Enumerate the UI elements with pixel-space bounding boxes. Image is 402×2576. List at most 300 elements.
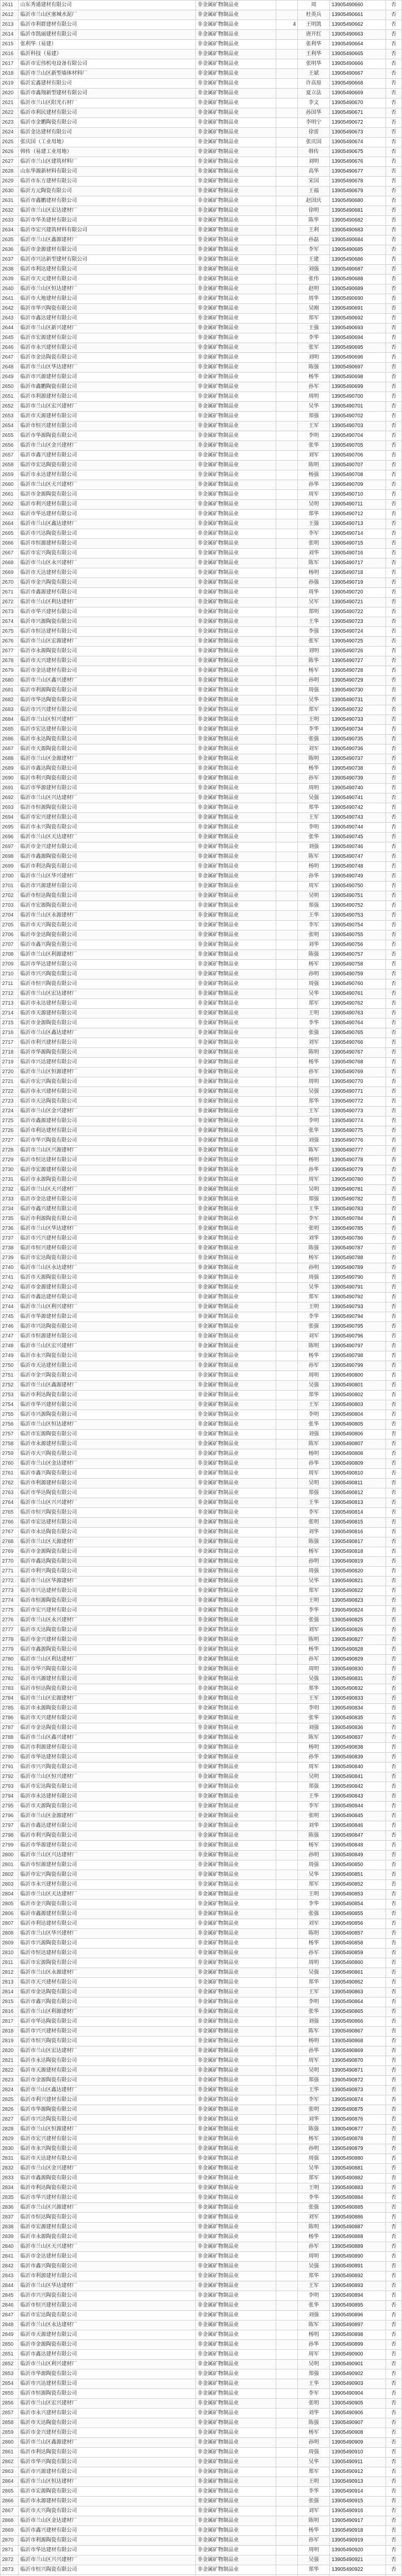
phone-number: 13905490798 (330, 1351, 386, 1361)
contact-person: 郑华 (297, 1684, 329, 1694)
flag: 否 (386, 666, 401, 676)
industry: 非金属矿物制品业 (196, 813, 276, 823)
contact-person: 刘华 (297, 1821, 329, 1831)
contact-person: 李华 (297, 1019, 329, 1028)
count (276, 2477, 298, 2487)
row-number: 2810 (1, 1948, 19, 1958)
flag: 否 (386, 1997, 401, 2007)
phone-number: 13905490664 (330, 40, 386, 49)
count (276, 2379, 298, 2389)
phone-number: 13905490753 (330, 911, 386, 921)
company-name: 临沂市鑫兴陶瓷有限公司 (19, 1997, 196, 2007)
table-row (1, 999, 402, 1009)
flag: 否 (386, 852, 401, 862)
row-number: 2799 (1, 1841, 19, 1851)
contact-person: 周军 (297, 2056, 329, 2066)
contact-person: 郑强 (297, 2369, 329, 2379)
phone-number: 13905490711 (330, 500, 386, 510)
row-number: 2873 (1, 2565, 19, 2575)
phone-number: 13905490695 (330, 343, 386, 353)
industry: 非金属矿物制品业 (196, 519, 276, 529)
count (276, 1567, 298, 1577)
flag: 否 (386, 1684, 401, 1694)
table-row (1, 314, 402, 324)
phone-number: 13905490902 (330, 2369, 386, 2379)
table-row (1, 617, 402, 627)
count (276, 1596, 298, 1606)
count (276, 872, 298, 882)
contact-person: 高华 (297, 167, 329, 177)
count (276, 2037, 298, 2046)
contact-person: 赵明 (297, 284, 329, 294)
phone-number: 13905490759 (330, 970, 386, 979)
flag: 否 (386, 2516, 401, 2526)
company-name: 临沂市华达陶瓷有限公司 (19, 1488, 196, 1498)
contact-person: 陈强 (297, 950, 329, 960)
industry: 非金属矿物制品业 (196, 1038, 276, 1048)
flag: 否 (386, 2458, 401, 2467)
count (276, 2526, 298, 2536)
row-number: 2822 (1, 2066, 19, 2076)
table-row (1, 1479, 402, 1488)
company-name: 临沂市兰山区利兴建材厂 (19, 2360, 196, 2369)
industry: 非金属矿物制品业 (196, 2458, 276, 2467)
contact-person: 李明 (297, 1704, 329, 1714)
contact-person: 杨明 (297, 1743, 329, 1753)
industry: 非金属矿物制品业 (196, 1978, 276, 1988)
table-row (1, 1606, 402, 1616)
industry: 非金属矿物制品业 (196, 1420, 276, 1430)
count (276, 461, 298, 470)
contact-person: 刘明 (297, 353, 329, 363)
table-row (1, 1224, 402, 1234)
industry: 非金属矿物制品业 (196, 2379, 276, 2389)
phone-number: 13905490673 (330, 128, 386, 138)
industry: 非金属矿物制品业 (196, 2516, 276, 2526)
row-number: 2718 (1, 1048, 19, 1058)
flag: 否 (386, 2252, 401, 2262)
table-row (1, 1596, 402, 1606)
company-name: 临沂市利源陶瓷有限公司 (19, 2536, 196, 2546)
phone-number: 13905490868 (330, 2037, 386, 2046)
industry: 非金属矿物制品业 (196, 2330, 276, 2340)
row-number: 2849 (1, 2330, 19, 2340)
row-number: 2861 (1, 2448, 19, 2458)
company-name: 临沂市天源陶瓷有限公司 (19, 744, 196, 754)
table-row (1, 1263, 402, 1273)
contact-person: 陈军 (297, 1146, 329, 1156)
phone-number: 13905490877 (330, 2125, 386, 2134)
count (276, 2428, 298, 2438)
company-name: 临沂市华兴陶瓷有限公司 (19, 2458, 196, 2467)
table-row (1, 568, 402, 578)
row-number: 2743 (1, 1293, 19, 1302)
table-row (1, 1077, 402, 1087)
contact-person: 杨强 (297, 470, 329, 480)
phone-number: 13905490722 (330, 607, 386, 617)
contact-person: 陈军 (297, 852, 329, 862)
contact-person: 王斌 (297, 69, 329, 79)
row-number: 2746 (1, 1322, 19, 1332)
row-number: 2697 (1, 842, 19, 852)
phone-number: 13905490860 (330, 1958, 386, 1968)
row-number: 2798 (1, 1831, 19, 1841)
company-name: 临沂市永兴陶瓷有限公司 (19, 823, 196, 833)
phone-number: 13905490750 (330, 882, 386, 891)
table-row (1, 402, 402, 412)
company-name: 临沂市华达陶瓷有限公司 (19, 2017, 196, 2027)
count (276, 470, 298, 480)
phone-number: 13905490780 (330, 1175, 386, 1185)
table-row (1, 2311, 402, 2320)
industry: 非金属矿物制品业 (196, 30, 276, 40)
industry: 非金属矿物制品业 (196, 2164, 276, 2174)
industry: 非金属矿物制品业 (196, 598, 276, 607)
company-name: 临沂市兰山区华源建材厂 (19, 1577, 196, 1586)
company-name: 临沂市兰山区恒兴建材厂 (19, 1772, 196, 1782)
table-row (1, 1205, 402, 1214)
count (276, 627, 298, 637)
phone-number: 13905490840 (330, 1762, 386, 1772)
row-number: 2787 (1, 1723, 19, 1733)
row-number: 2844 (1, 2281, 19, 2291)
count (276, 2389, 298, 2399)
count (276, 588, 298, 598)
phone-number: 13905490781 (330, 1185, 386, 1195)
count (276, 372, 298, 382)
row-number: 2833 (1, 2174, 19, 2183)
count (276, 1870, 298, 1880)
phone-number: 13905490903 (330, 2379, 386, 2389)
contact-person: 孙军 (297, 1655, 329, 1665)
table-row (1, 1665, 402, 1674)
industry: 非金属矿物制品业 (196, 2438, 276, 2448)
phone-number: 13905490726 (330, 647, 386, 656)
contact-person: 李明 (297, 1116, 329, 1126)
table-row (1, 2281, 402, 2291)
table-row (1, 138, 402, 147)
phone-number: 13905490769 (330, 1067, 386, 1077)
table-row (1, 1459, 402, 1469)
row-number: 2730 (1, 1165, 19, 1175)
company-name: 临沂市宏兴建材有限公司 (19, 813, 196, 823)
contact-person: 张华 (297, 833, 329, 842)
flag: 否 (386, 2536, 401, 2546)
company-name: 临沂市鑫源陶瓷有限公司 (19, 1645, 196, 1655)
industry: 非金属矿物制品业 (196, 950, 276, 960)
row-number: 2829 (1, 2134, 19, 2144)
phone-number: 13905490832 (330, 1684, 386, 1694)
row-number: 2683 (1, 705, 19, 715)
count (276, 2007, 298, 2017)
phone-number: 13905490842 (330, 1782, 386, 1792)
count (276, 833, 298, 842)
table-row (1, 1841, 402, 1851)
table-row (1, 558, 402, 568)
row-number: 2699 (1, 862, 19, 872)
company-name: 临沂市鑫达陶瓷有限公司 (19, 1557, 196, 1567)
row-number: 2694 (1, 813, 19, 823)
row-number: 2673 (1, 607, 19, 617)
industry: 非金属矿物制品业 (196, 1116, 276, 1126)
industry: 非金属矿物制品业 (196, 1488, 276, 1498)
industry: 非金属矿物制品业 (196, 1067, 276, 1077)
count (276, 960, 298, 970)
phone-number: 13905490910 (330, 2448, 386, 2458)
row-number: 2642 (1, 304, 19, 314)
row-number: 2812 (1, 1968, 19, 1978)
flag: 否 (386, 2311, 401, 2320)
contact-person: 郑强 (297, 412, 329, 421)
phone-number: 13905490824 (330, 1606, 386, 1616)
phone-number: 13905490685 (330, 245, 386, 255)
contact-person: 孙华 (297, 2046, 329, 2056)
count (276, 1136, 298, 1146)
industry: 非金属矿物制品业 (196, 627, 276, 637)
flag: 否 (386, 196, 401, 206)
count (276, 1792, 298, 1802)
company-name: 临沂市宏兴建材有限公司 (19, 2134, 196, 2144)
company-name: 临沂市天源建材有限公司 (19, 2066, 196, 2076)
contact-person: 杨军 (297, 666, 329, 676)
count (276, 1342, 298, 1351)
table-row (1, 539, 402, 549)
industry: 非金属矿物制品业 (196, 607, 276, 617)
industry: 非金属矿物制品业 (196, 1802, 276, 1811)
company-name: 临沂市兰山区宏达建材厂 (19, 206, 196, 216)
phone-number: 13905490875 (330, 2105, 386, 2115)
industry: 非金属矿物制品业 (196, 2017, 276, 2027)
industry: 非金属矿物制品业 (196, 705, 276, 715)
industry: 非金属矿物制品业 (196, 69, 276, 79)
company-name: 临沂市兰山区永兴建材厂 (19, 1616, 196, 1625)
contact-person: 吴华 (297, 1283, 329, 1293)
flag: 否 (386, 598, 401, 607)
company-name: 临沂市鑫兴建材有限公司 (19, 451, 196, 461)
row-number: 2848 (1, 2320, 19, 2330)
count (276, 2506, 298, 2516)
phone-number: 13905490714 (330, 529, 386, 539)
contact-person: 郑明 (297, 607, 329, 617)
phone-number: 13905490680 (330, 196, 386, 206)
flag: 否 (386, 725, 401, 735)
flag: 否 (386, 1870, 401, 1880)
flag: 否 (386, 1175, 401, 1185)
row-number: 2772 (1, 1577, 19, 1586)
company-name: 临沂市利兴陶瓷有限公司 (19, 1831, 196, 1841)
row-number: 2710 (1, 970, 19, 979)
flag: 否 (386, 549, 401, 558)
row-number: 2791 (1, 1762, 19, 1772)
table-row (1, 2223, 402, 2232)
company-name: 临沂市宏伟机电设备有限公司 (19, 59, 196, 69)
table-row (1, 960, 402, 970)
contact-person: 张强 (297, 2497, 329, 2506)
flag: 否 (386, 1860, 401, 1870)
row-number: 2784 (1, 1694, 19, 1704)
industry: 非金属矿物制品业 (196, 392, 276, 402)
contact-person: 张军 (297, 343, 329, 353)
count (276, 59, 298, 69)
flag: 否 (386, 284, 401, 294)
table-row (1, 940, 402, 950)
contact-person: 周军 (297, 1762, 329, 1772)
table-row (1, 1067, 402, 1077)
flag: 否 (386, 2526, 401, 2536)
phone-number: 13905490737 (330, 754, 386, 764)
row-number: 2685 (1, 725, 19, 735)
row-number: 2771 (1, 1567, 19, 1577)
table-row (1, 666, 402, 676)
count (276, 1381, 298, 1391)
industry: 非金属矿物制品业 (196, 1351, 276, 1361)
contact-person: 孙华 (297, 872, 329, 882)
contact-person: 王强 (297, 519, 329, 529)
table-row (1, 372, 402, 382)
count (276, 402, 298, 412)
count (276, 1107, 298, 1116)
phone-number: 13905490688 (330, 275, 386, 284)
phone-number: 13905490816 (330, 1528, 386, 1537)
flag: 否 (386, 2418, 401, 2428)
count (276, 2066, 298, 2076)
contact-person: 王华 (297, 1498, 329, 1508)
industry: 非金属矿物制品业 (196, 1156, 276, 1165)
flag: 否 (386, 451, 401, 461)
phone-number: 13905490712 (330, 510, 386, 519)
row-number: 2666 (1, 539, 19, 549)
table-row (1, 813, 402, 823)
company-name: 临沂市金达陶瓷有限公司 (19, 353, 196, 363)
table-row (1, 2428, 402, 2438)
count (276, 1508, 298, 1518)
company-name: 临沂市兰山区利达建材厂 (19, 598, 196, 607)
table-row (1, 2555, 402, 2565)
flag: 否 (386, 774, 401, 784)
industry: 非金属矿物制品业 (196, 647, 276, 656)
table-row (1, 2565, 402, 2575)
flag: 否 (386, 793, 401, 803)
phone-number: 13905490800 (330, 1371, 386, 1381)
table-row (1, 1674, 402, 1684)
company-name: 临沂市鑫翔新型建材有限公司 (19, 89, 196, 98)
table-row (1, 1919, 402, 1929)
contact-person: 杨明 (297, 568, 329, 578)
flag: 否 (386, 705, 401, 715)
company-name: 临沂市兰山区兴兴建材厂 (19, 2555, 196, 2565)
company-name: 临沂市天兴建材有限公司 (19, 1978, 196, 1988)
company-name: 临沂市兰山区华达建材厂 (19, 363, 196, 372)
industry: 非金属矿物制品业 (196, 265, 276, 275)
count (276, 2448, 298, 2458)
contact-person: 李明 (297, 2291, 329, 2301)
industry: 非金属矿物制品业 (196, 1479, 276, 1488)
industry: 非金属矿物制品业 (196, 578, 276, 588)
industry: 非金属矿物制品业 (196, 1577, 276, 1586)
contact-person: 王军 (297, 1400, 329, 1410)
table-row (1, 1087, 402, 1097)
row-number: 2846 (1, 2301, 19, 2311)
table-row (1, 2379, 402, 2389)
count (276, 1821, 298, 1831)
flag: 否 (386, 343, 401, 353)
count (276, 1332, 298, 1342)
count (276, 999, 298, 1009)
flag: 否 (386, 696, 401, 705)
flag: 否 (386, 2369, 401, 2379)
company-name: 临沂市兰山区建筑材料厂 (19, 157, 196, 167)
count (276, 1058, 298, 1067)
row-number: 2794 (1, 1792, 19, 1802)
contact-person: 郑强 (297, 2076, 329, 2086)
table-row (1, 196, 402, 206)
count (276, 598, 298, 607)
row-number: 2834 (1, 2183, 19, 2193)
phone-number: 13905490667 (330, 69, 386, 79)
contact-person: 张强 (297, 2203, 329, 2213)
phone-number: 13905490872 (330, 2076, 386, 2086)
phone-number: 13905490879 (330, 2144, 386, 2154)
industry: 非金属矿物制品业 (196, 715, 276, 725)
flag: 否 (386, 2350, 401, 2360)
table-row (1, 1997, 402, 2007)
contact-person: 许高原 (297, 79, 329, 89)
count (276, 696, 298, 705)
contact-person: 孙军 (297, 774, 329, 784)
company-name: 临沂市鑫源建材有限公司 (19, 588, 196, 598)
table-row (1, 1518, 402, 1528)
flag: 否 (386, 2320, 401, 2330)
industry: 非金属矿物制品业 (196, 1968, 276, 1978)
row-number: 2686 (1, 735, 19, 744)
phone-number: 13905490891 (330, 2262, 386, 2272)
flag: 否 (386, 1537, 401, 1547)
row-number: 2625 (1, 138, 19, 147)
contact-person: 李华 (297, 333, 329, 343)
phone-number: 13905490918 (330, 2526, 386, 2536)
row-number: 2826 (1, 2105, 19, 2115)
row-number: 2621 (1, 98, 19, 108)
company-name: 临沂市兰山区天达建材厂 (19, 1890, 196, 1900)
phone-number: 13905490865 (330, 2007, 386, 2017)
flag: 否 (386, 1821, 401, 1831)
phone-number: 13905490703 (330, 421, 386, 431)
flag: 否 (386, 2154, 401, 2164)
contact-person: 郑华 (297, 1391, 329, 1400)
company-name: 临沂市兰山区华达建材厂 (19, 2281, 196, 2291)
flag: 否 (386, 1067, 401, 1077)
flag: 否 (386, 1048, 401, 1058)
flag: 否 (386, 1136, 401, 1146)
row-number: 2766 (1, 1518, 19, 1528)
flag: 否 (386, 1479, 401, 1488)
phone-number: 13905490859 (330, 1948, 386, 1958)
count (276, 147, 298, 157)
flag: 否 (386, 147, 401, 157)
contact-person: 张伟 (297, 275, 329, 284)
company-name: 临沂市鑫源陶瓷有限公司 (19, 2174, 196, 2183)
industry: 非金属矿物制品业 (196, 1087, 276, 1097)
count (276, 382, 298, 392)
company-name: 临沂市兴源建材有限公司 (19, 2467, 196, 2477)
industry: 非金属矿物制品业 (196, 1185, 276, 1195)
row-number: 2813 (1, 1978, 19, 1988)
company-name: 临沂市华源陶瓷有限公司 (19, 2105, 196, 2115)
phone-number: 13905490690 (330, 294, 386, 304)
company-name: 临沂市金达建材有限公司 (19, 1195, 196, 1205)
table-row (1, 461, 402, 470)
phone-number: 13905490898 (330, 2330, 386, 2340)
